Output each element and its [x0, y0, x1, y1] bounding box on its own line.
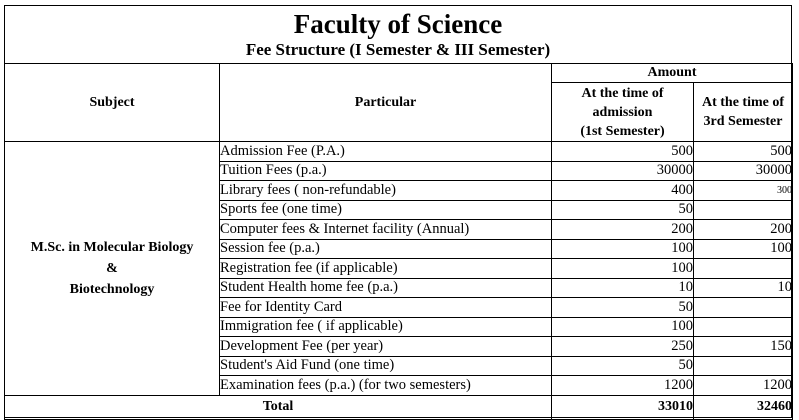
third-semester-amount: 300 [694, 181, 793, 201]
third-semester-amount: 200 [694, 220, 793, 240]
first-semester-amount: 10 [552, 278, 694, 298]
particular-cell: Registration fee (if applicable) [220, 259, 552, 279]
amount-header: Amount [552, 64, 793, 83]
first-semester-amount: 400 [552, 181, 694, 201]
third-semester-amount [694, 298, 793, 318]
particular-cell: Immigration fee ( if applicable) [220, 317, 552, 337]
first-semester-amount: 100 [552, 317, 694, 337]
particular-header: Particular [220, 64, 552, 142]
fee-structure-sheet [4, 5, 792, 418]
total-first-semester: 33010 [552, 395, 694, 419]
total-row [5, 395, 793, 419]
particular-cell: Student Health home fee (p.a.) [220, 278, 552, 298]
particular-cell: Development Fee (per year) [220, 337, 552, 357]
third-semester-amount [694, 317, 793, 337]
particular-cell: Sports fee (one time) [220, 200, 552, 220]
third-semester-amount: 10 [694, 278, 793, 298]
first-semester-amount: 50 [552, 298, 694, 318]
first-semester-header: At the time of admission (1st Semester) [552, 83, 694, 142]
third-semester-amount: 30000 [694, 161, 793, 181]
particular-cell: Examination fees (p.a.) (for two semesters) [220, 376, 552, 396]
first-semester-amount: 100 [552, 239, 694, 259]
particular-cell: Student's Aid Fund (one time) [220, 356, 552, 376]
fee-table [4, 63, 793, 420]
particular-cell: Tuition Fees (p.a.) [220, 161, 552, 181]
subject-header: Subject [5, 64, 220, 142]
particular-cell: Library fees ( non-refundable) [220, 181, 552, 201]
third-semester-amount [694, 259, 793, 279]
subject-line: M.Sc. in Molecular Biology [30, 239, 194, 255]
first-semester-amount: 30000 [552, 161, 694, 181]
first-semester-amount: 50 [552, 200, 694, 220]
particular-cell: Computer fees & Internet facility (Annual) [220, 220, 552, 240]
total-third-semester: 32460 [694, 395, 793, 419]
first-semester-amount: 200 [552, 220, 694, 240]
fee-row [5, 142, 793, 162]
first-semester-amount: 1200 [552, 376, 694, 396]
first-semester-amount: 250 [552, 337, 694, 357]
third-semester-amount: 1200 [694, 376, 793, 396]
subject-cell [5, 142, 220, 396]
first-semester-amount: 500 [552, 142, 694, 162]
third-semester-amount [694, 356, 793, 376]
first-semester-amount: 50 [552, 356, 694, 376]
page-subtitle: Fee Structure (I Semester & III Semester) [245, 40, 551, 59]
subject-line: & [106, 260, 118, 276]
third-semester-amount: 150 [694, 337, 793, 357]
particular-cell: Session fee (p.a.) [220, 239, 552, 259]
third-semester-amount [694, 200, 793, 220]
first-semester-amount: 100 [552, 259, 694, 279]
third-semester-header: At the time of 3rd Semester [694, 83, 793, 142]
page-title: Faculty of Science [293, 9, 503, 39]
total-label: Total [5, 395, 552, 419]
third-semester-amount: 500 [694, 142, 793, 162]
subject-line: Biotechnology [69, 281, 155, 297]
particular-cell: Admission Fee (P.A.) [220, 142, 552, 162]
third-semester-amount: 100 [694, 239, 793, 259]
particular-cell: Fee for Identity Card [220, 298, 552, 318]
